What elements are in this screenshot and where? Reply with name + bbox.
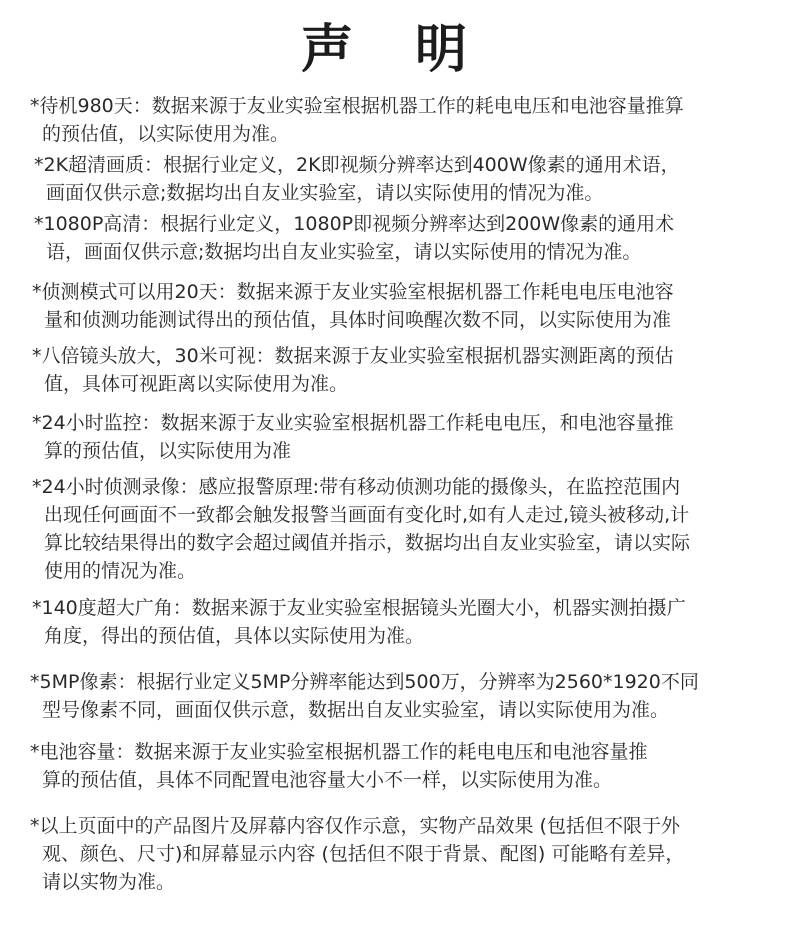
note-line: *24小时监控：数据来源于友业实验室根据机器工作耗电电压，和电池容量推	[32, 412, 674, 434]
note-24h-monitor	[32, 409, 674, 465]
note-product-images	[30, 812, 684, 896]
note-line: *1080P高清：根据行业定义，1080P即视频分辨率达到200W像素的通用术	[34, 213, 675, 235]
note-line: 语，画面仅供示意;数据均出自友业实验室，请以实际使用的情况为准。	[46, 241, 642, 263]
note-1080p	[34, 210, 674, 266]
note-zoom	[32, 342, 674, 398]
note-battery	[30, 738, 648, 794]
note-line: *待机980天：数据来源于友业实验室根据机器工作的耗电电压和电池容量推算	[30, 95, 684, 117]
note-wide-angle	[32, 594, 686, 650]
note-line: *24小时侦测录像：感应报警原理:带有移动侦测功能的摄像头，在监控范围内	[32, 476, 681, 498]
note-line: 的预估值，以实际使用为准。	[42, 123, 290, 145]
note-line: 使用的情况为准。	[44, 560, 197, 582]
note-line: *2K超清画质：根据行业定义，2K即视频分辨率达到400W像素的通用术语，	[34, 154, 680, 176]
note-2k	[34, 151, 680, 207]
note-24h-record	[32, 473, 690, 585]
note-line: 型号像素不同，画面仅供示意，数据出自友业实验室，请以实际使用为准。	[42, 699, 670, 721]
note-line: *电池容量：数据来源于友业实验室根据机器工作的耗电电压和电池容量推	[30, 741, 648, 763]
note-line: 算的预估值，以实际使用为准	[44, 440, 292, 462]
note-line: 画面仅供示意;数据均出自友业实验室，请以实际使用的情况为准。	[46, 182, 604, 204]
note-line: 角度，得出的预估值，具体以实际使用为准。	[44, 625, 425, 647]
page-title: 声 明	[300, 20, 490, 80]
note-line: 值，具体可视距离以实际使用为准。	[44, 373, 349, 395]
note-line: *八倍镜头放大，30米可视：数据来源于友业实验室根据机器实测距离的预估	[32, 345, 674, 367]
note-standby	[30, 92, 684, 148]
note-line: *140度超大广角：数据来源于友业实验室根据镜头光圈大小，机器实测拍摄广	[32, 597, 686, 619]
note-detect-mode	[32, 278, 674, 334]
note-line: 观、颜色、尺寸)和屏幕显示内容 (包括但不限于背景、配图) 可能略有差异，	[42, 843, 685, 865]
note-5mp	[30, 668, 699, 724]
note-line: 算比较结果得出的数字会超过阈值并指示，数据均出自友业实验室，请以实际	[44, 532, 691, 554]
note-line: *以上页面中的产品图片及屏幕内容仅作示意，实物产品效果 (包括但不限于外	[30, 815, 680, 837]
note-line: 出现任何画面不一致都会触发报警当画面有变化时,如有人走过,镜头被移动,计	[44, 504, 690, 526]
note-line: *5MP像素：根据行业定义5MP分辨率能达到500万，分辨率为2560*1920不同	[30, 671, 699, 693]
note-line: 量和侦测功能测试得出的预估值，具体时间唤醒次数不同，以实际使用为准	[44, 309, 672, 331]
note-line: *侦测模式可以用20天：数据来源于友业实验室根据机器工作耗电电压电池容	[32, 281, 674, 303]
note-line: 算的预估值，具体不同配置电池容量大小不一样，以实际使用为准。	[42, 769, 613, 791]
note-line: 请以实物为准。	[42, 871, 176, 893]
